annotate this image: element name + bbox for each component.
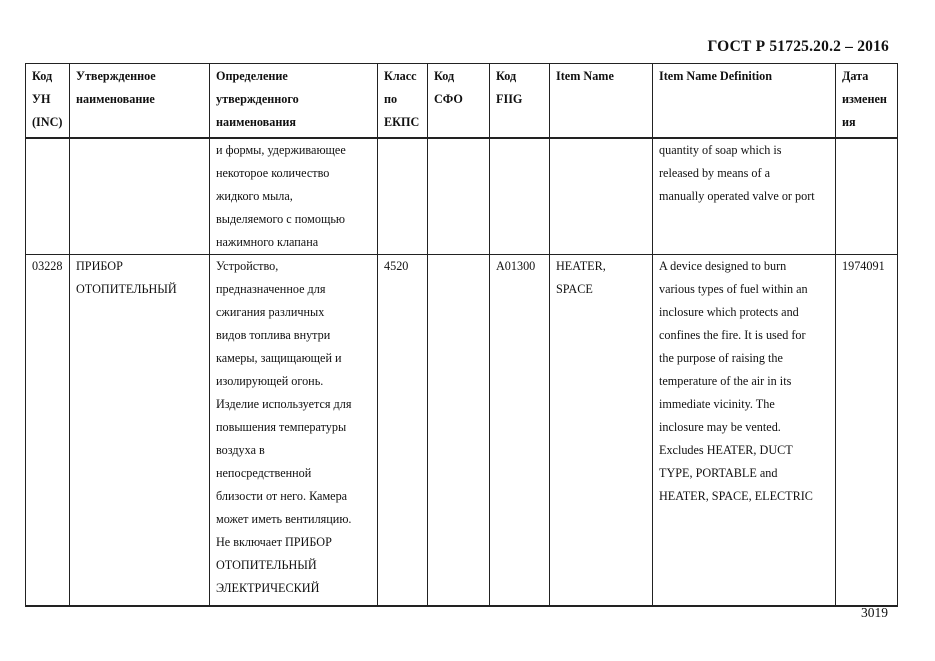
- cell-line: изменен: [842, 92, 887, 106]
- cell-item-name-definition: [653, 255, 836, 607]
- cell-line: и формы, удерживающее: [216, 143, 346, 157]
- cell-line: Устройство,: [216, 259, 279, 273]
- header-item-name: [550, 64, 653, 139]
- cell-line: УН: [32, 92, 51, 106]
- cell-line: released by means of a: [659, 166, 770, 180]
- cell-ekps-class: [378, 255, 428, 607]
- cell-line: inclosure which protects and: [659, 305, 799, 319]
- cell-line: ПРИБОР: [76, 259, 123, 273]
- cell-line: Определение: [216, 69, 288, 83]
- cell-line: 4520: [384, 259, 409, 273]
- header-name-definition-ru: [210, 64, 378, 139]
- cell-sfo-code: [428, 255, 490, 607]
- page-number: 3019: [861, 605, 888, 620]
- cell-line: A device designed to burn: [659, 259, 787, 273]
- cell-item-name: [550, 138, 653, 255]
- table-row: [26, 255, 898, 607]
- cell-line: Дата: [842, 69, 869, 83]
- cell-line: ОТОПИТЕЛЬНЫЙ: [76, 282, 177, 296]
- cell-line: ЭЛЕКТРИЧЕСКИЙ: [216, 581, 320, 595]
- header-ekps-class: [378, 64, 428, 139]
- cell-line: (INC): [32, 115, 63, 129]
- cell-line: immediate vicinity. The: [659, 397, 775, 411]
- header-inc-code: [26, 64, 70, 139]
- cell-line: Не включает ПРИБОР: [216, 535, 332, 549]
- cell-line: Код: [496, 69, 517, 83]
- cell-line: inclosure may be vented.: [659, 420, 781, 434]
- cell-ekps-class: [378, 138, 428, 255]
- cell-line: confines the fire. It is used for: [659, 328, 806, 342]
- cell-line: manually operated valve or port: [659, 189, 815, 203]
- cell-line: 03228: [32, 259, 63, 273]
- cell-sfo-code: [428, 138, 490, 255]
- cell-name-definition-ru: [210, 255, 378, 607]
- cell-line: близости от него. Камера: [216, 489, 348, 503]
- cell-line: видов топлива внутри: [216, 328, 331, 342]
- cell-line: Код: [434, 69, 455, 83]
- cell-fiig-code: [490, 138, 550, 255]
- cell-line: изолирующей огонь.: [216, 374, 324, 388]
- cell-line: Изделие используется для: [216, 397, 352, 411]
- cell-line: наименования: [216, 115, 296, 129]
- cell-item-name: [550, 255, 653, 607]
- cell-line: воздуха в: [216, 443, 265, 457]
- cell-line: камеры, защищающей и: [216, 351, 342, 365]
- cell-item-name-definition: [653, 138, 836, 255]
- cell-line: Item Name Definition: [659, 69, 773, 83]
- cell-line: Класс: [384, 69, 417, 83]
- cell-line: некоторое количество: [216, 166, 330, 180]
- cell-line: ия: [842, 115, 856, 129]
- cell-line: наименование: [76, 92, 155, 106]
- cell-line: A01300: [496, 259, 536, 273]
- cell-line: выделяемого с помощью: [216, 212, 345, 226]
- cell-line: FIIG: [496, 92, 523, 106]
- cell-line: утвержденного: [216, 92, 299, 106]
- cell-line: HEATER, SPACE, ELECTRIC: [659, 489, 813, 503]
- cell-line: temperature of the air in its: [659, 374, 792, 388]
- header-change-date: [836, 64, 898, 139]
- cell-line: может иметь вентиляцию.: [216, 512, 352, 526]
- nomenclature-table: [25, 63, 898, 607]
- cell-line: СФО: [434, 92, 463, 106]
- cell-line: непосредственной: [216, 466, 312, 480]
- cell-line: HEATER,: [556, 259, 606, 273]
- cell-line: сжигания различных: [216, 305, 325, 319]
- document-standard-title: ГОСТ Р 51725.20.2 – 2016: [707, 38, 889, 55]
- table-row: [26, 138, 898, 255]
- cell-inc-code: [26, 138, 70, 255]
- cell-line: Код: [32, 69, 53, 83]
- header-fiig-code: [490, 64, 550, 139]
- cell-line: Утвержденное: [76, 69, 156, 83]
- cell-line: жидкого мыла,: [216, 189, 293, 203]
- cell-line: предназначенное для: [216, 282, 326, 296]
- cell-line: ЕКПС: [384, 115, 420, 129]
- cell-fiig-code: [490, 255, 550, 607]
- cell-change-date: [836, 255, 898, 607]
- cell-line: повышения температуры: [216, 420, 347, 434]
- header-sfo-code: [428, 64, 490, 139]
- cell-line: TYPE, PORTABLE and: [659, 466, 778, 480]
- table-header-row: [26, 64, 898, 139]
- header-approved-name: [70, 64, 210, 139]
- cell-inc-code: [26, 255, 70, 607]
- cell-approved-name: [70, 138, 210, 255]
- cell-line: quantity of soap which is: [659, 143, 782, 157]
- cell-change-date: [836, 138, 898, 255]
- cell-line: various types of fuel within an: [659, 282, 808, 296]
- cell-line: SPACE: [556, 282, 593, 296]
- cell-approved-name: [70, 255, 210, 607]
- cell-line: Excludes HEATER, DUCT: [659, 443, 793, 457]
- cell-line: 1974091: [842, 259, 885, 273]
- cell-name-definition-ru: [210, 138, 378, 255]
- header-item-name-definition: [653, 64, 836, 139]
- cell-line: ОТОПИТЕЛЬНЫЙ: [216, 558, 317, 572]
- cell-line: Item Name: [556, 69, 614, 83]
- cell-line: the purpose of raising the: [659, 351, 783, 365]
- cell-line: нажимного клапана: [216, 235, 319, 249]
- cell-line: по: [384, 92, 398, 106]
